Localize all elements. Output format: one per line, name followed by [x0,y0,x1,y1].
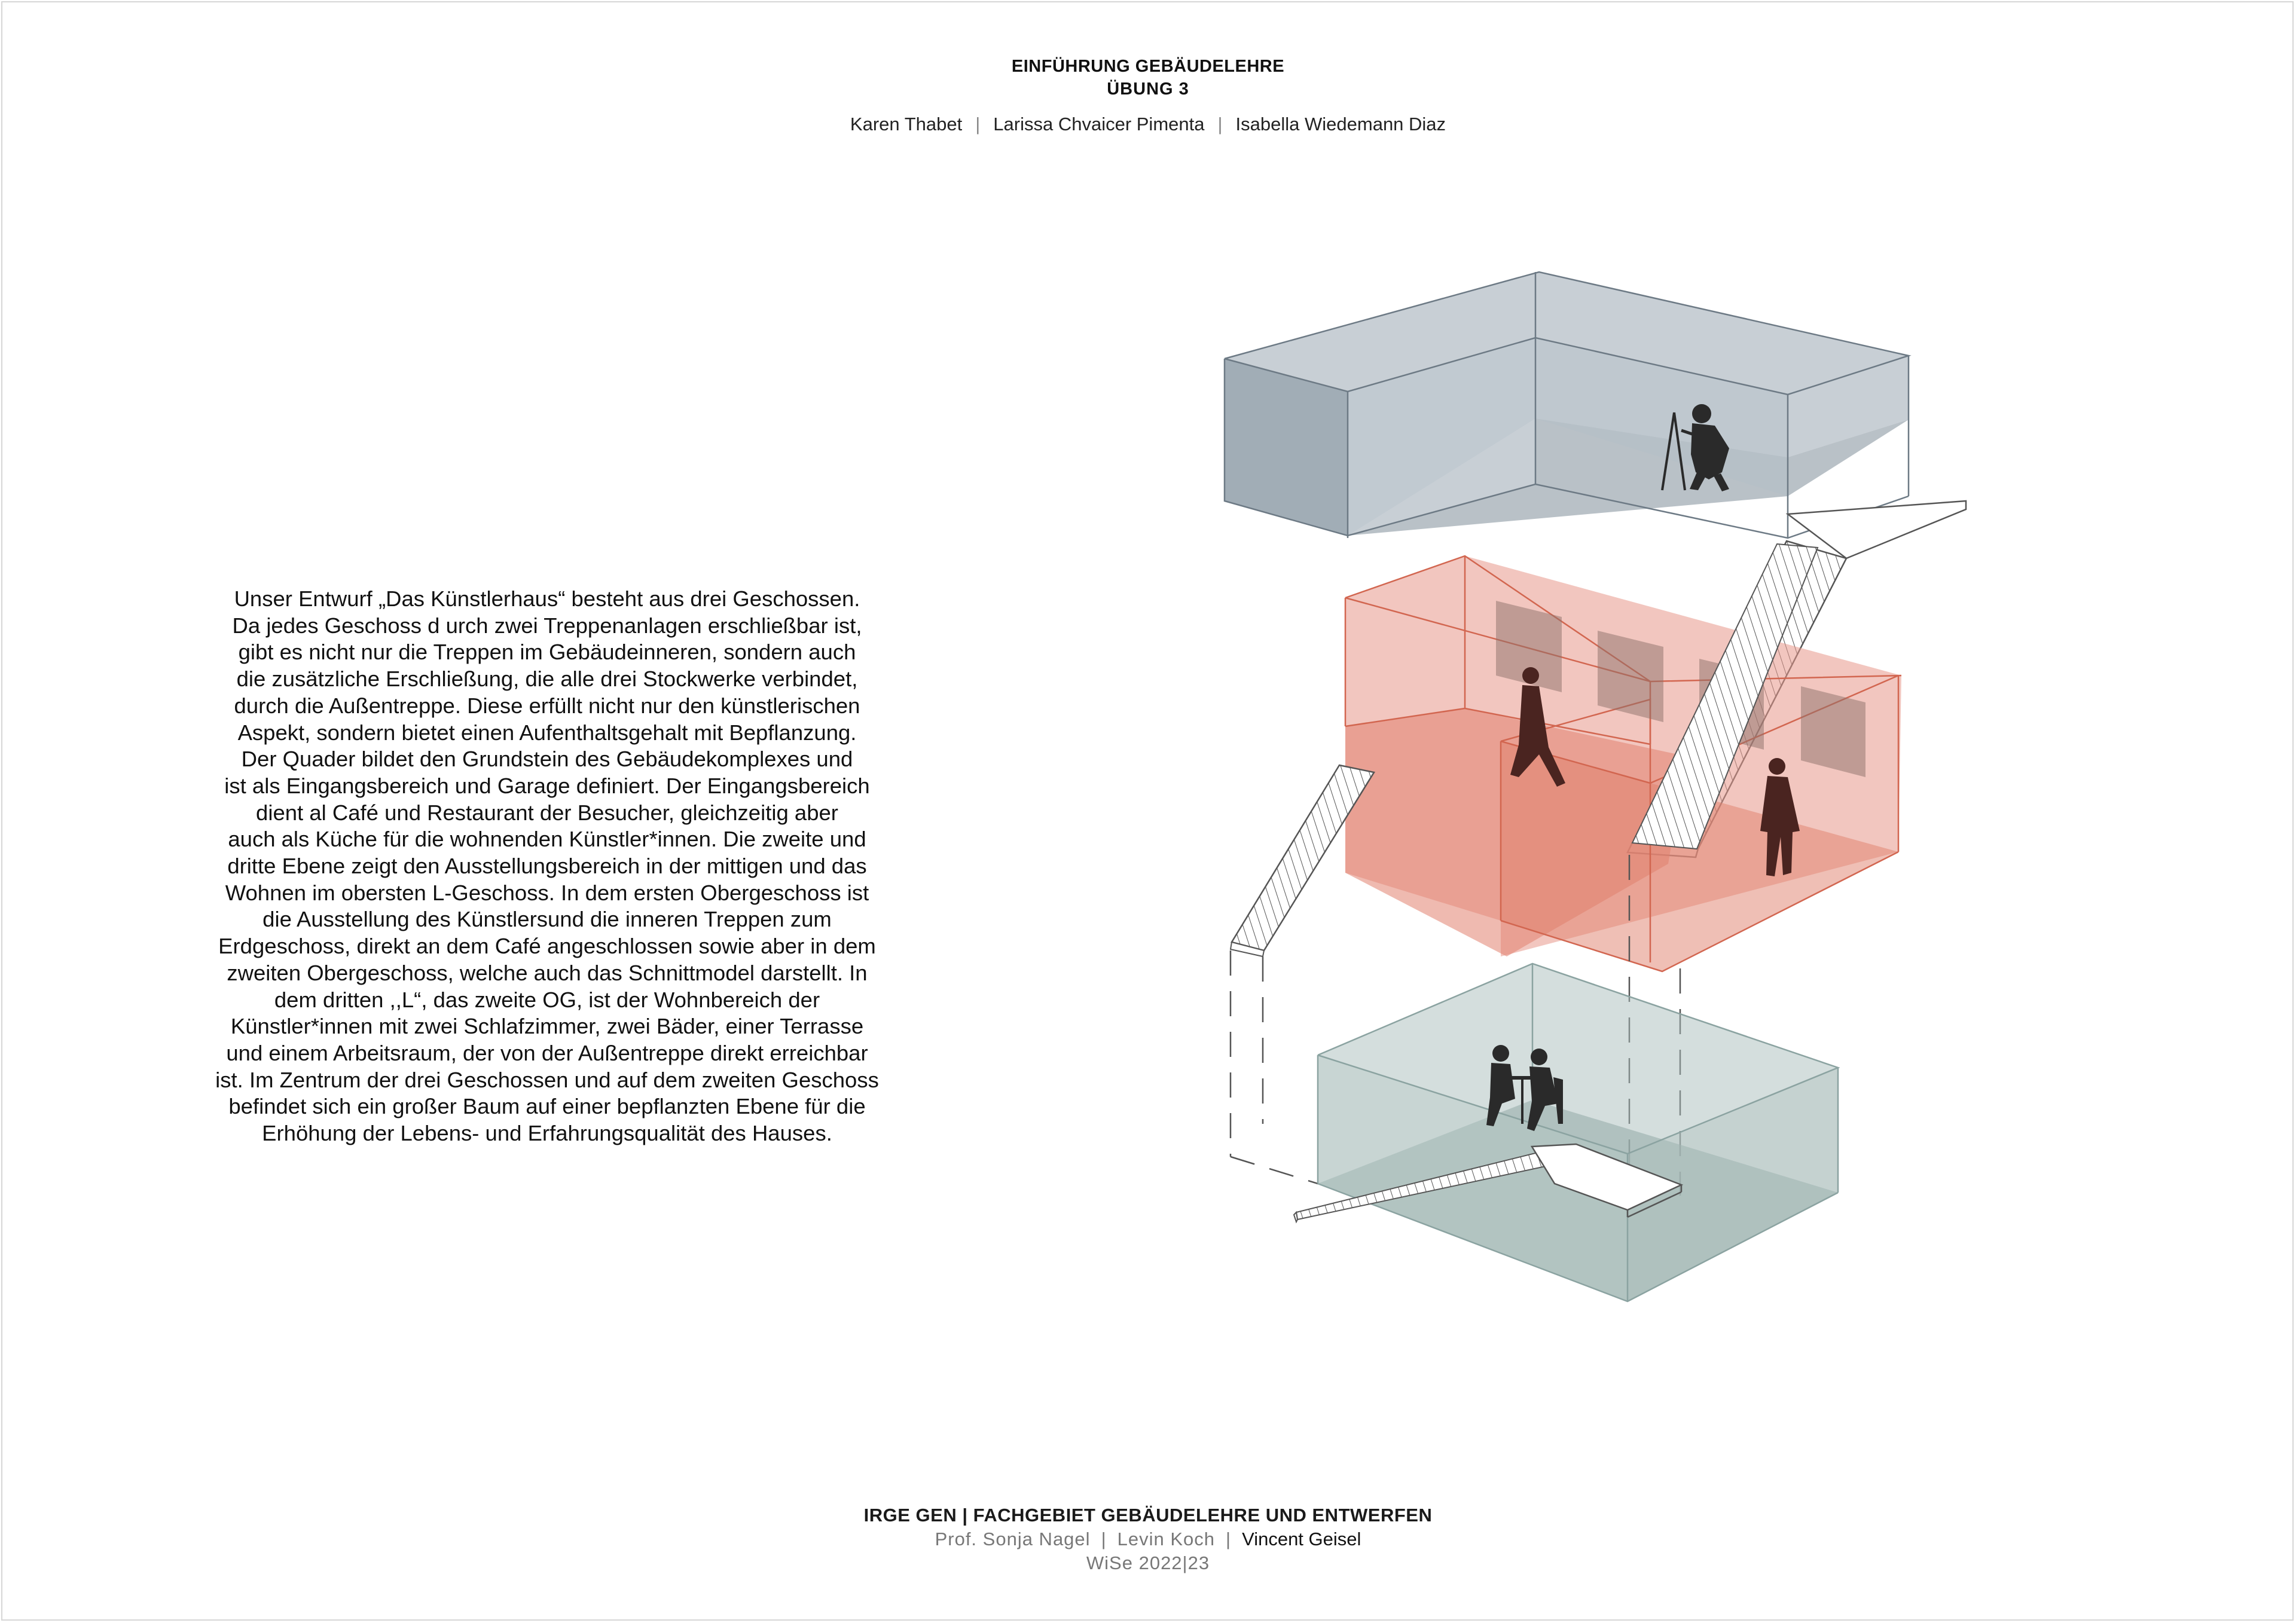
description-line: Erdgeschoss, direkt an dem Café angeschlossen sowie aber in dem [218,934,876,959]
author-separator: | [975,114,981,135]
institute-name: IRGE GEN | FACHGEBIET GEBÄUDELEHRE UND ENTWERFEN [863,1505,1433,1526]
description-line: Unser Entwurf „Das Künstlerhaus“ besteht aus drei Geschossen. [234,586,860,611]
page-header [0,55,2296,135]
semester-label: WiSe 2022|23 [1086,1552,1210,1573]
description-line: durch die Außentreppe. Diese erfüllt nicht nur den künstlerischen [234,693,860,718]
course-title: EINFÜHRUNG GEBÄUDELEHRE [1011,57,1285,76]
author-list [0,114,2296,135]
description-line: die zusätzliche Erschließung, die alle drei Stockwerke verbindet, [236,667,858,692]
author-name: Karen Thabet [850,114,963,135]
description-line: ist als Eingangsbereich und Garage definiert. Der Eingangsbereich [224,773,870,798]
description-line: ist. Im Zentrum der drei Geschossen und auf dem zweiten Geschoss [215,1067,879,1092]
supervisor-list [0,1527,2296,1551]
author-name: Larissa Chvaicer Pimenta [993,114,1205,135]
description-line: zweiten Obergeschoss, welche auch das Schnittmodel darstellt. In [227,960,868,985]
description-line: Da jedes Geschoss d urch zwei Treppenanlagen erschließbar ist, [232,613,862,638]
supervisor-separator: | [1226,1529,1232,1549]
supervisor-name: Levin Koch [1117,1529,1216,1549]
description-line: und einem Arbeitsraum, der von der Außentreppe direkt erreichbar [226,1040,868,1065]
description-line: Künstler*innen mit zwei Schlafzimmer, zwei Bäder, einer Terrasse [230,1014,864,1039]
description-line: befindet sich ein großer Baum auf einer bepflanzten Ebene für die [228,1094,866,1119]
top-floor-volume [1225,272,1909,538]
description-line: auch als Küche für die wohnenden Künstler*innen. Die zweite und [228,827,866,852]
description-line: dem dritten ,,L“, das zweite OG, ist der Wohnbereich der [274,987,820,1012]
author-separator: | [1217,114,1223,135]
description-line: Aspekt, sondern bietet einen Aufenthaltsgehalt mit Bepflanzung. [237,720,857,745]
description-line: Erhöhung der Lebens- und Erfahrungsqualität des Hauses. [262,1121,832,1146]
description-line: Wohnen im obersten L-Geschoss. In dem ersten Obergeschoss ist [225,880,869,905]
supervisor-separator: | [1101,1529,1107,1549]
project-description [188,586,906,1147]
ground-floor-volume [1318,964,1838,1301]
page-footer [0,1503,2296,1575]
description-line: dient al Café und Restaurant der Besucher, gleichzeitig aber [256,800,838,825]
tutor-name: Vincent Geisel [1242,1529,1361,1549]
description-line: Der Quader bildet den Grundstein des Gebäudekomplexes und [241,747,853,772]
supervisor-name: Prof. Sonja Nagel [935,1529,1091,1549]
exploded-axonometric-diagram [1208,263,1985,1315]
description-line: die Ausstellung des Künstlersund die inneren Treppen zum [262,907,832,932]
exercise-title: ÜBUNG 3 [1107,80,1189,99]
description-line: gibt es nicht nur die Treppen im Gebäudeinneren, sondern auch [238,640,856,665]
author-name: Isabella Wiedemann Diaz [1235,114,1446,135]
description-line: dritte Ebene zeigt den Ausstellungsbereich in der mittigen und das [227,854,867,879]
